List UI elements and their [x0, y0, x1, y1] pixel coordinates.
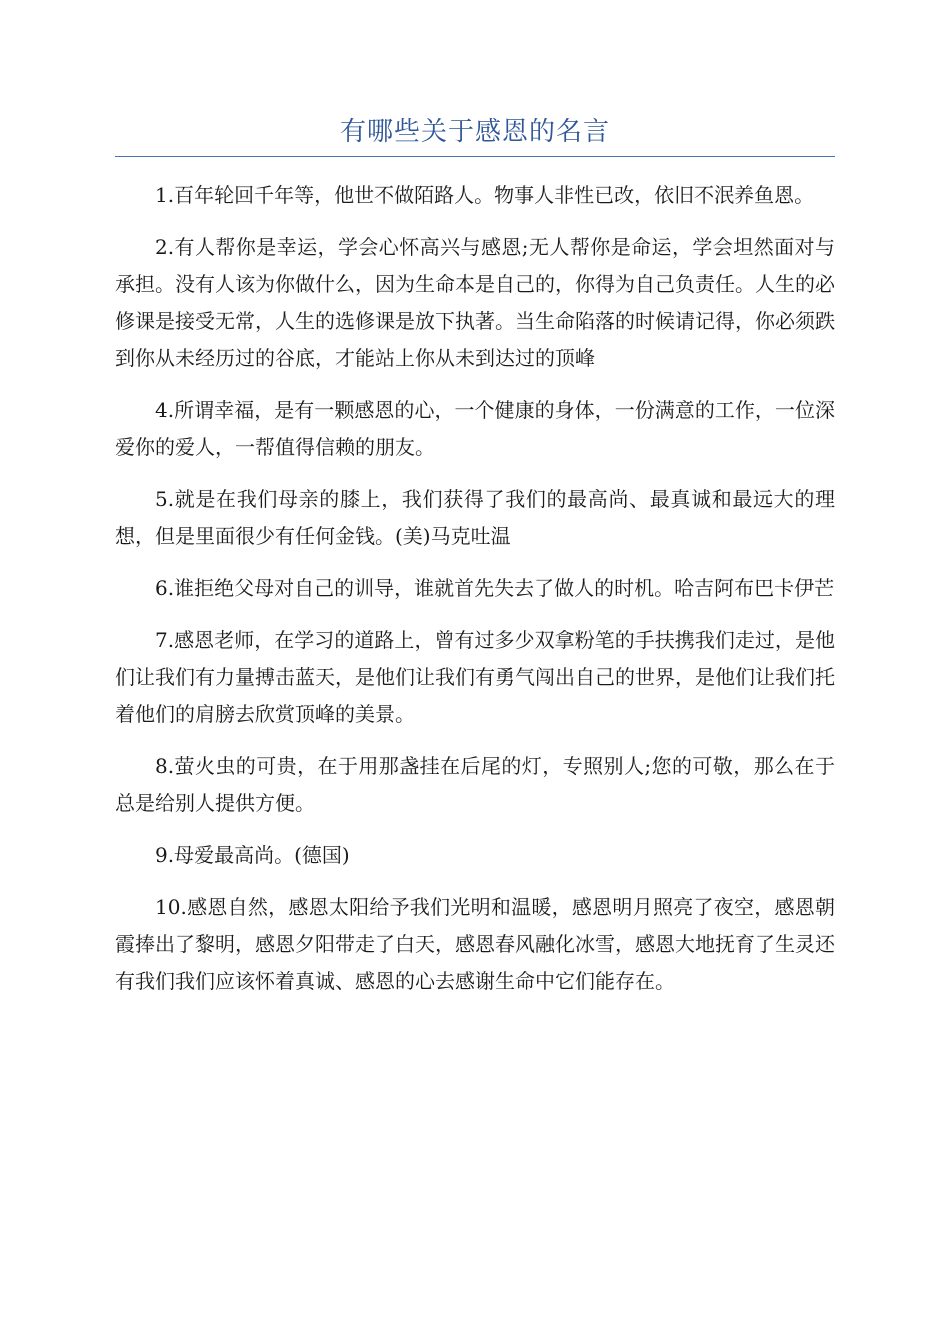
- quote-paragraph-9: 9.母爱最高尚。(德国): [155, 843, 350, 867]
- document-page: [115, 108, 835, 1015]
- quote-paragraph-4: 4.所谓幸福，是有一颗感恩的心，一个健康的身体，一份满意的工作，一位深爱你的爱人，一帮值得信赖的朋友。: [115, 398, 835, 459]
- quote-paragraph-8: 8.萤火虫的可贵，在于用那盏挂在后尾的灯，专照别人;您的可敬，那么在于总是给别人提供方便。: [115, 754, 835, 815]
- title-underline: [115, 156, 835, 157]
- quote-paragraph-7: 7.感恩老师，在学习的道路上，曾有过多少双拿粉笔的手扶携我们走过，是他们让我们有力量搏击蓝天，是他们让我们有勇气闯出自己的世界，是他们让我们托着他们的肩膀去欣赏顶峰的美景。: [115, 628, 835, 726]
- quote-paragraph-2: 2.有人帮你是幸运，学会心怀高兴与感恩;无人帮你是命运，学会坦然面对与承担。没有人该为你做什么，因为生命本是自己的，你得为自己负责任。人生的必修课是接受无常，人生的选修课是放下执著。当生命陷落的时候请记得，你必须跌到你从未经历过的谷底，才能站上你从未到达过的顶峰: [115, 235, 835, 370]
- quote-paragraph-5: 5.就是在我们母亲的膝上，我们获得了我们的最高尚、最真诚和最远大的理想，但是里面很少有任何金钱。(美)马克吐温: [115, 487, 835, 548]
- quote-paragraph-6: 6.谁拒绝父母对自己的训导，谁就首先失去了做人的时机。哈吉阿布巴卡伊芒: [155, 576, 835, 600]
- quote-paragraph-10: 10.感恩自然，感恩太阳给予我们光明和温暖，感恩明月照亮了夜空，感恩朝霞捧出了黎明，感恩夕阳带走了白天，感恩春风融化冰雪，感恩大地抚育了生灵还有我们我们应该怀着真诚、感恩的心去感谢生命中它们能存在。: [115, 895, 835, 993]
- document-title: 有哪些关于感恩的名言: [339, 117, 610, 147]
- quote-paragraph-1: 1.百年轮回千年等，他世不做陌路人。物事人非性已改，依旧不泯养鱼恩。: [155, 183, 815, 207]
